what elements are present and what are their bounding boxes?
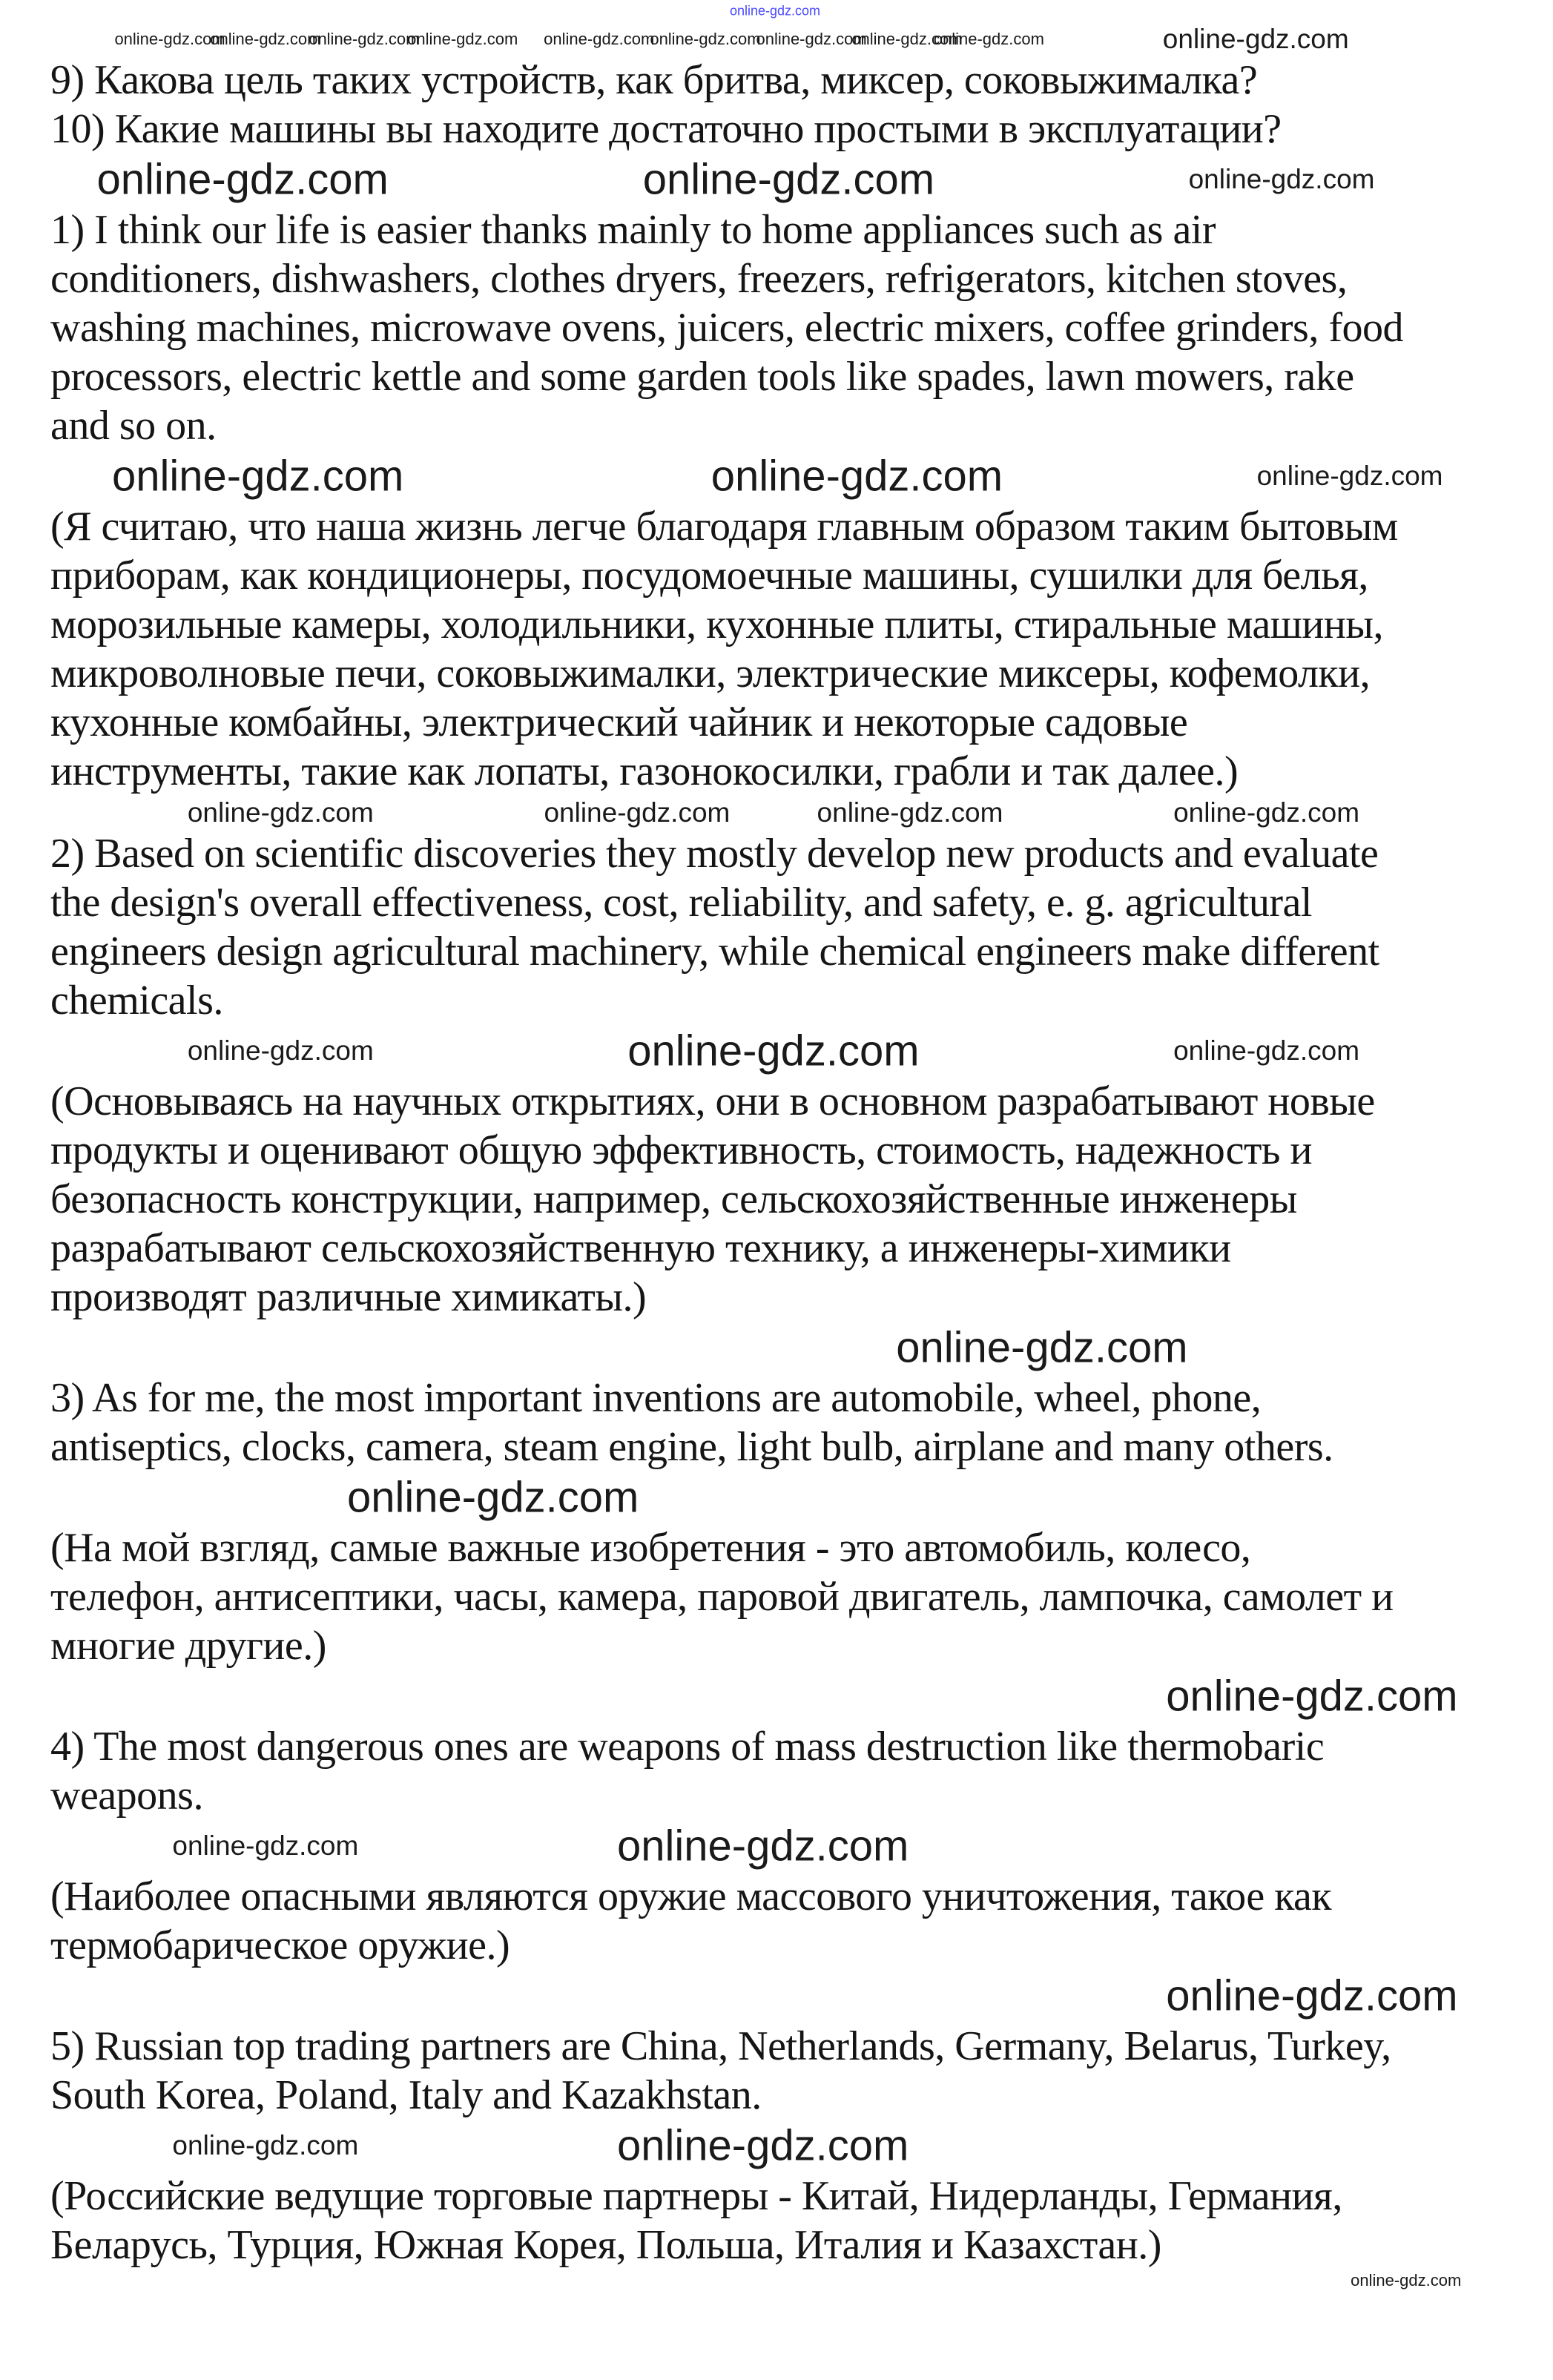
answer-line: 5) Russian top trading partners are China, Netherlands, Germany, Belarus, Turkey, <box>50 2023 1391 2069</box>
watermark: online-gdz.com <box>1166 1672 1458 1721</box>
watermark-row <box>0 22 1553 56</box>
watermark: online-gdz.com <box>96 155 389 204</box>
watermark: online-gdz.com <box>642 155 935 204</box>
answer-line: приборам, как кондиционеры, посудомоечные машины, сушилки для белья, <box>50 553 1368 599</box>
answer-line: разрабатывают сельскохозяйственную технику, а инженеры-химики <box>50 1225 1231 1271</box>
answer-line: продукты и оценивают общую эффективность, стоимость, надежность и <box>50 1127 1312 1173</box>
watermark-row <box>0 154 1553 205</box>
answer-line: термобарическое оружие.) <box>50 1922 510 1968</box>
watermark-row <box>0 2269 1553 2292</box>
answer-line: (Основываясь на научных открытиях, они в основном разрабатывают новые <box>50 1078 1375 1124</box>
watermark-row <box>0 0 1553 22</box>
watermark: online-gdz.com <box>627 1026 920 1075</box>
answer-line: chemicals. <box>50 978 223 1023</box>
answer-line: телефон, антисептики, часы, камера, паровой двигатель, лампочка, самолет и <box>50 1574 1394 1620</box>
watermark: online-gdz.com <box>896 1323 1188 1372</box>
watermark: online-gdz.com <box>729 3 821 19</box>
watermark: online-gdz.com <box>851 29 963 48</box>
answer-line: 3) As for me, the most important inventions are automobile, wheel, phone, <box>50 1375 1262 1421</box>
watermark: online-gdz.com <box>544 29 655 48</box>
answer-line: antiseptics, clocks, camera, steam engine, light bulb, airplane and many others. <box>50 1424 1333 1470</box>
watermark: online-gdz.com <box>1256 461 1443 491</box>
watermark: online-gdz.com <box>1173 797 1360 828</box>
question-line: 9) Какова цель таких устройств, как бритва, миксер, соковыжималка? <box>50 57 1258 103</box>
answer-line: 4) The most dangerous ones are weapons of mass destruction like thermobaric <box>50 1724 1325 1770</box>
watermark-row <box>0 1820 1553 1872</box>
answer-line: Беларусь, Турция, Южная Корея, Польша, Италия и Казахстан.) <box>50 2222 1161 2268</box>
answer-line: инструменты, такие как лопаты, газонокосилки, грабли и так далее.) <box>50 748 1239 794</box>
watermark: online-gdz.com <box>346 1473 639 1522</box>
answer-line: washing machines, microwave ovens, juicers, electric mixers, coffee grinders, food <box>50 305 1403 351</box>
answer-line: conditioners, dishwashers, clothes dryers, freezers, refrigerators, kitchen stoves, <box>50 256 1348 302</box>
watermark: online-gdz.com <box>111 452 404 501</box>
watermark: online-gdz.com <box>309 29 420 48</box>
watermark: online-gdz.com <box>616 2121 909 2170</box>
watermark: online-gdz.com <box>544 797 731 828</box>
answer-line: (На мой взгляд, самые важные изобретения - это автомобиль, колесо, <box>50 1525 1251 1571</box>
watermark: online-gdz.com <box>407 29 518 48</box>
watermark-row <box>0 2120 1553 2172</box>
answer-line: engineers design agricultural machinery, while chemical engineers make different <box>50 929 1379 975</box>
answer-line: (Наиболее опасными являются оружие массового уничтожения, такое как <box>50 1873 1332 1919</box>
answer-line: кухонные комбайны, электрический чайник и некоторые садовые <box>50 699 1188 745</box>
watermark: online-gdz.com <box>756 29 867 48</box>
answer-line: производят различные химикаты.) <box>50 1274 647 1320</box>
watermark: online-gdz.com <box>1351 2271 1462 2290</box>
question-line: 10) Какие машины вы находите достаточно простыми в эксплуатации? <box>50 106 1282 152</box>
answer-line: South Korea, Poland, Italy and Kazakhstan. <box>50 2072 762 2118</box>
answer-line: and so on. <box>50 403 217 449</box>
answer-line: weapons. <box>50 1773 203 1819</box>
watermark-row <box>0 1670 1553 1722</box>
answer-line: безопасность конструкции, например, сельскохозяйственные инженеры <box>50 1176 1297 1222</box>
watermark-row <box>0 1025 1553 1077</box>
watermark: online-gdz.com <box>114 29 225 48</box>
watermark: online-gdz.com <box>616 1822 909 1870</box>
answer-line: the design's overall effectiveness, cost, reliability, and safety, e. g. agricultural <box>50 880 1312 926</box>
watermark-row <box>0 796 1553 829</box>
watermark: online-gdz.com <box>172 2130 359 2160</box>
answer-line: многие другие.) <box>50 1623 326 1669</box>
answer-line: processors, electric kettle and some garden tools like spades, lawn mowers, rake <box>50 354 1354 400</box>
watermark-row <box>0 450 1553 502</box>
watermark: online-gdz.com <box>710 452 1003 501</box>
watermark: online-gdz.com <box>187 797 374 828</box>
watermark: online-gdz.com <box>172 1830 359 1861</box>
watermark: online-gdz.com <box>817 797 1003 828</box>
watermark: online-gdz.com <box>650 29 761 48</box>
watermark: online-gdz.com <box>187 1035 374 1066</box>
answer-line: (Российские ведущие торговые партнеры - Китай, Нидерланды, Германия, <box>50 2173 1342 2219</box>
watermark-row <box>0 1970 1553 2022</box>
answer-line: микроволновые печи, соковыжималки, электрические миксеры, кофемолки, <box>50 650 1371 696</box>
watermark-row <box>0 1322 1553 1374</box>
watermark: online-gdz.com <box>210 29 321 48</box>
watermark: online-gdz.com <box>1173 1035 1360 1066</box>
watermark-row <box>0 1471 1553 1523</box>
answer-line: морозильные камеры, холодильники, кухонные плиты, стиральные машины, <box>50 601 1383 647</box>
watermark: online-gdz.com <box>1166 1971 1458 2020</box>
watermark: online-gdz.com <box>1188 164 1375 194</box>
answer-line: 1) I think our life is easier thanks mainly to home appliances such as air <box>50 207 1216 253</box>
watermark: online-gdz.com <box>1162 23 1349 54</box>
watermark: online-gdz.com <box>933 29 1044 48</box>
answer-line: (Я считаю, что наша жизнь легче благодаря главным образом таким бытовым <box>50 504 1398 550</box>
answer-line: 2) Based on scientific discoveries they mostly develop new products and evaluate <box>50 831 1379 877</box>
